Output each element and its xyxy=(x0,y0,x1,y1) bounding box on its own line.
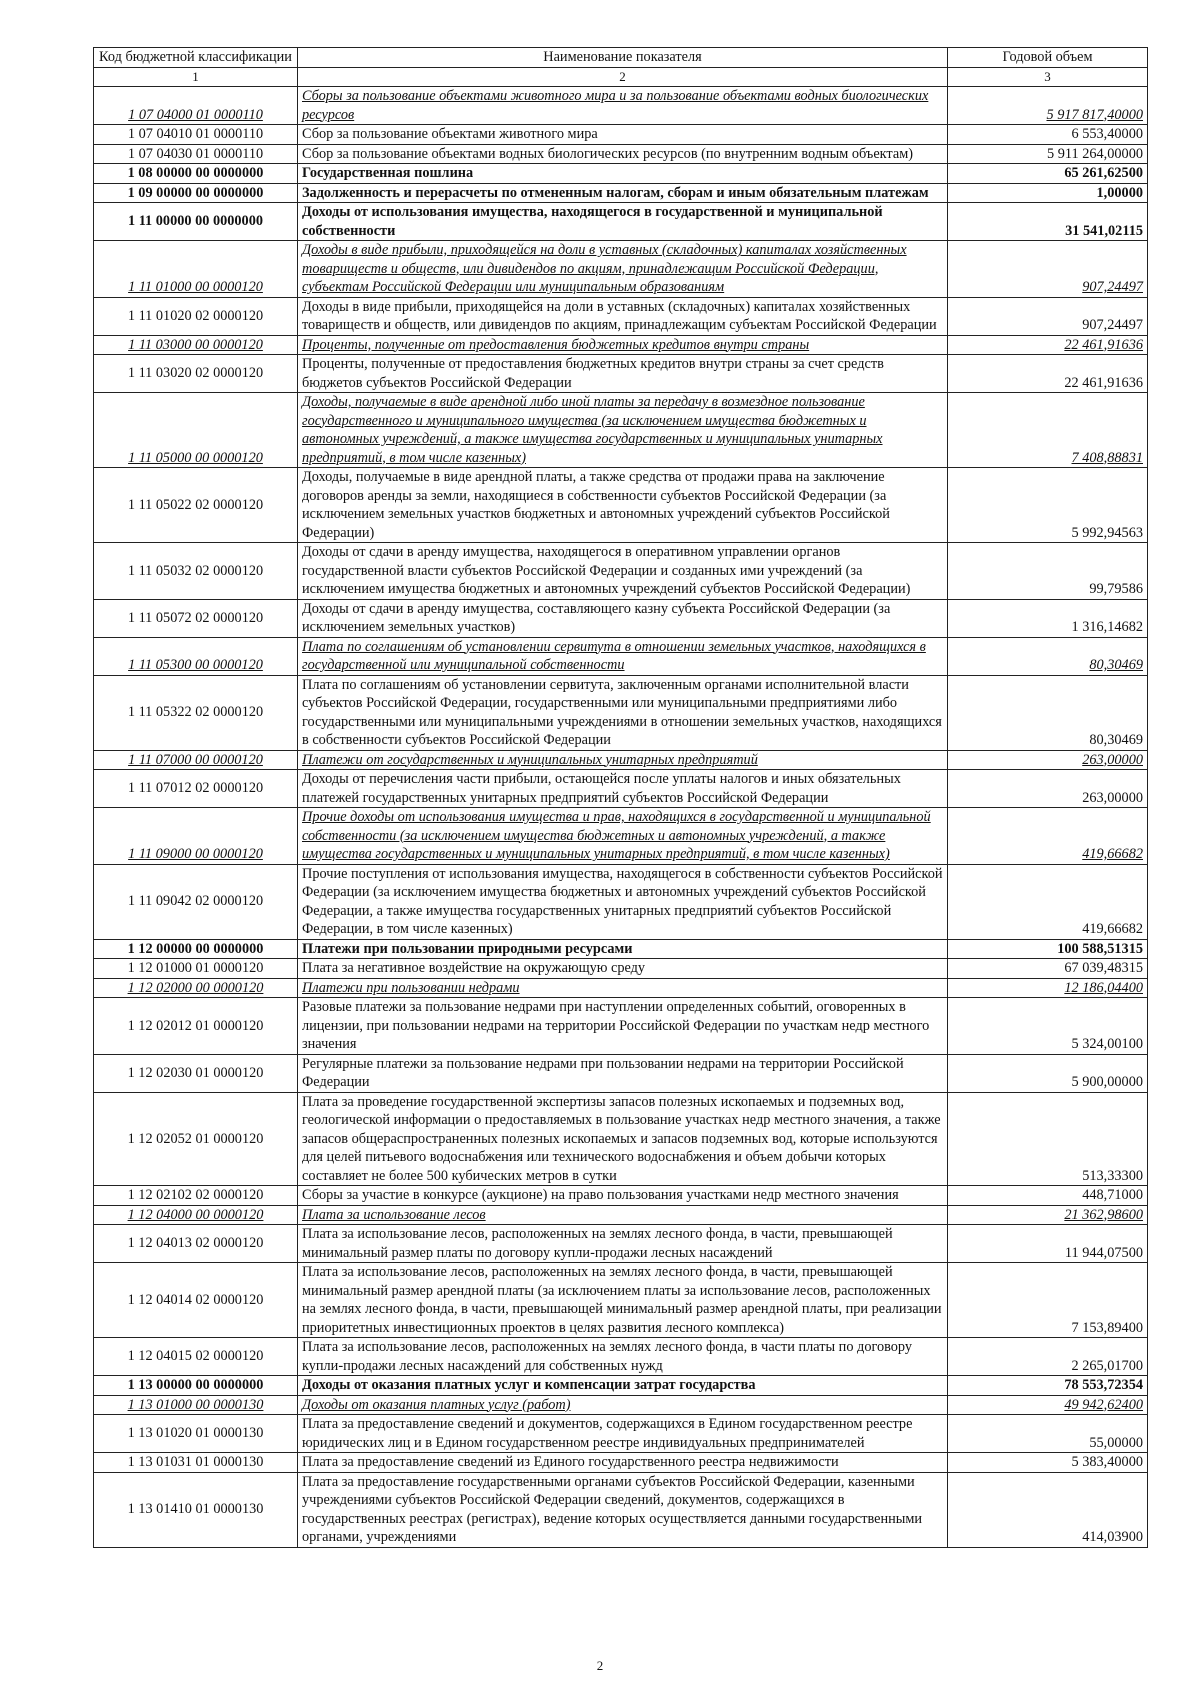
row-name: Регулярные платежи за пользование недрами при пользовании недрами на территории Российской Федерации xyxy=(298,1054,948,1092)
table-row xyxy=(94,770,1148,808)
table-row xyxy=(94,1205,1148,1225)
row-code: 1 07 04000 01 0000110 xyxy=(94,87,298,125)
page-number: 2 xyxy=(596,1658,604,1673)
row-amount: 263,00000 xyxy=(948,770,1148,808)
table-row xyxy=(94,1453,1148,1473)
row-code: 1 11 03000 00 0000120 xyxy=(94,335,298,355)
table-row xyxy=(94,637,1148,675)
row-code: 1 11 05022 02 0000120 xyxy=(94,468,298,543)
row-code: 1 08 00000 00 0000000 xyxy=(94,164,298,184)
row-amount: 5 911 264,00000 xyxy=(948,144,1148,164)
row-name: Доходы в виде прибыли, приходящейся на доли в уставных (складочных) капиталах хозяйственных товариществ и обществ, или дивидендов по акциям, принадлежащим субъектам Российской Федерации xyxy=(298,297,948,335)
row-name: Прочие доходы от использования имущества и прав, находящихся в государственной и муниципальной собственности (за исключением имущества бюджетных и автономных учреждений, а также имущества государственных и муниципальных унитарных предприятий, в том числе казенных) xyxy=(298,808,948,865)
header-amount: Годовой объем xyxy=(948,48,1148,68)
table-row xyxy=(94,1415,1148,1453)
row-name: Сбор за пользование объектами животного мира xyxy=(298,125,948,145)
row-code: 1 12 02000 00 0000120 xyxy=(94,978,298,998)
header-name: Наименование показателя xyxy=(298,48,948,68)
row-code: 1 12 04014 02 0000120 xyxy=(94,1263,298,1338)
row-amount: 31 541,02115 xyxy=(948,203,1148,241)
row-amount: 55,00000 xyxy=(948,1415,1148,1453)
row-amount: 5 383,40000 xyxy=(948,1453,1148,1473)
row-name: Платежи при пользовании природными ресурсами xyxy=(298,939,948,959)
row-code: 1 12 01000 01 0000120 xyxy=(94,959,298,979)
table-row xyxy=(94,125,1148,145)
row-name: Платежи от государственных и муниципальных унитарных предприятий xyxy=(298,750,948,770)
row-amount: 419,66682 xyxy=(948,808,1148,865)
row-code: 1 13 01020 01 0000130 xyxy=(94,1415,298,1453)
table-row xyxy=(94,297,1148,335)
row-code: 1 11 05000 00 0000120 xyxy=(94,393,298,468)
row-amount: 78 553,72354 xyxy=(948,1376,1148,1396)
row-code: 1 11 09000 00 0000120 xyxy=(94,808,298,865)
table-row xyxy=(94,808,1148,865)
column-number-row xyxy=(94,67,1148,87)
row-amount: 80,30469 xyxy=(948,637,1148,675)
row-amount: 5 992,94563 xyxy=(948,468,1148,543)
row-name: Плата за использование лесов, расположенных на землях лесного фонда, в части, превышающей минимальный размер платы по договору купли-продажи лесных насаждений xyxy=(298,1225,948,1263)
row-amount: 49 942,62400 xyxy=(948,1395,1148,1415)
row-amount: 414,03900 xyxy=(948,1472,1148,1547)
row-name: Доходы от сдачи в аренду имущества, составляющего казну субъекта Российской Федерации (за исключением земельных участков) xyxy=(298,599,948,637)
table-row xyxy=(94,543,1148,600)
row-code: 1 07 04030 01 0000110 xyxy=(94,144,298,164)
table-row xyxy=(94,1263,1148,1338)
row-code: 1 12 02102 02 0000120 xyxy=(94,1186,298,1206)
table-row xyxy=(94,978,1148,998)
row-name: Доходы от оказания платных услуг и компенсации затрат государства xyxy=(298,1376,948,1396)
row-code: 1 11 09042 02 0000120 xyxy=(94,864,298,939)
table-row xyxy=(94,1092,1148,1186)
row-code: 1 12 04013 02 0000120 xyxy=(94,1225,298,1263)
table-row xyxy=(94,939,1148,959)
table-row xyxy=(94,864,1148,939)
row-code: 1 12 04000 00 0000120 xyxy=(94,1205,298,1225)
row-name: Плата по соглашениям об установлении сервитута, заключенным органами исполнительной власти субъектов Российской Федерации, государственными или муниципальными предприятиями либо государственными или муниципальными учреждениями в отношении земельных участков, находящихся в собственности субъектов Российской Федерации xyxy=(298,675,948,750)
table-row xyxy=(94,468,1148,543)
row-name: Плата по соглашениям об установлении сервитута в отношении земельных участков, находящихся в государственной или муниципальной собственности xyxy=(298,637,948,675)
row-amount: 5 917 817,40000 xyxy=(948,87,1148,125)
row-amount: 7 153,89400 xyxy=(948,1263,1148,1338)
column-number-amount: 3 xyxy=(948,67,1148,87)
table-row xyxy=(94,1376,1148,1396)
row-amount: 907,24497 xyxy=(948,241,1148,298)
row-amount: 67 039,48315 xyxy=(948,959,1148,979)
row-name: Плата за проведение государственной экспертизы запасов полезных ископаемых и подземных вод, геологической информации о предоставляемых в пользование участках недр местного значения, а также запасов общераспространенных полезных ископаемых и запасов подземных вод, которые используются для целей питьевого водоснабжения или технического водоснабжения и объем добычи которых составляет не более 500 кубических метров в сутки xyxy=(298,1092,948,1186)
row-code: 1 11 01000 00 0000120 xyxy=(94,241,298,298)
row-code: 1 13 01000 00 0000130 xyxy=(94,1395,298,1415)
row-code: 1 13 00000 00 0000000 xyxy=(94,1376,298,1396)
row-amount: 7 408,88831 xyxy=(948,393,1148,468)
row-amount: 5 324,00100 xyxy=(948,998,1148,1055)
row-code: 1 11 05300 00 0000120 xyxy=(94,637,298,675)
row-name: Плата за негативное воздействие на окружающую среду xyxy=(298,959,948,979)
row-name: Доходы, получаемые в виде арендной либо иной платы за передачу в возмездное пользование государственного и муниципального имущества (за исключением имущества бюджетных и автономных учреждений, а также имущества государственных и муниципальных унитарных предприятий, в том числе казенных) xyxy=(298,393,948,468)
row-amount: 80,30469 xyxy=(948,675,1148,750)
row-code: 1 07 04010 01 0000110 xyxy=(94,125,298,145)
row-code: 1 11 07012 02 0000120 xyxy=(94,770,298,808)
row-name: Доходы в виде прибыли, приходящейся на доли в уставных (складочных) капиталах хозяйственных товариществ и обществ, или дивидендов по акциям, принадлежащим Российской Федерации, субъектам Российской Федерации или муниципальным образованиям xyxy=(298,241,948,298)
table-row xyxy=(94,1186,1148,1206)
column-number-code: 1 xyxy=(94,67,298,87)
row-code: 1 11 05032 02 0000120 xyxy=(94,543,298,600)
row-name: Прочие поступления от использования имущества, находящегося в собственности субъектов Российской Федерации (за исключением имущества бюджетных и автономных учреждений субъектов Российской Федерации, а также имущества государственных унитарных предприятий субъектов Российской Федерации, в том числе казенных) xyxy=(298,864,948,939)
row-amount: 419,66682 xyxy=(948,864,1148,939)
row-amount: 5 900,00000 xyxy=(948,1054,1148,1092)
row-code: 1 12 02012 01 0000120 xyxy=(94,998,298,1055)
row-code: 1 11 00000 00 0000000 xyxy=(94,203,298,241)
row-amount: 22 461,91636 xyxy=(948,355,1148,393)
row-name: Доходы, получаемые в виде арендной платы, а также средства от продажи права на заключение договоров аренды за земли, находящиеся в собственности субъектов Российской Федерации (за исключением земельных участков бюджетных и автономных учреждений субъектов Российской Федерации) xyxy=(298,468,948,543)
table-row xyxy=(94,1395,1148,1415)
table-row xyxy=(94,1338,1148,1376)
row-amount: 21 362,98600 xyxy=(948,1205,1148,1225)
row-name: Плата за использование лесов xyxy=(298,1205,948,1225)
row-amount: 513,33300 xyxy=(948,1092,1148,1186)
row-amount: 6 553,40000 xyxy=(948,125,1148,145)
row-name: Плата за предоставление государственными органами субъектов Российской Федерации, казенными учреждениями субъектов Российской Федерации сведений, документов, содержащихся в государственных реестрах (регистрах), ведение которых осуществляется данными государственными органами, учреждениями xyxy=(298,1472,948,1547)
table-header xyxy=(94,48,1148,87)
row-amount: 2 265,01700 xyxy=(948,1338,1148,1376)
row-code: 1 12 02030 01 0000120 xyxy=(94,1054,298,1092)
row-name: Плата за использование лесов, расположенных на землях лесного фонда, в части платы по договору купли-продажи лесных насаждений для собственных нужд xyxy=(298,1338,948,1376)
row-code: 1 11 07000 00 0000120 xyxy=(94,750,298,770)
table-row xyxy=(94,675,1148,750)
table-row xyxy=(94,87,1148,125)
row-name: Доходы от перечисления части прибыли, остающейся после уплаты налогов и иных обязательных платежей государственных унитарных предприятий субъектов Российской Федерации xyxy=(298,770,948,808)
header-code: Код бюджетной классификации xyxy=(94,48,298,68)
table-row xyxy=(94,335,1148,355)
row-amount: 1,00000 xyxy=(948,183,1148,203)
row-amount: 11 944,07500 xyxy=(948,1225,1148,1263)
row-name: Сборы за пользование объектами животного мира и за пользование объектами водных биологических ресурсов xyxy=(298,87,948,125)
table-row xyxy=(94,355,1148,393)
table-row xyxy=(94,393,1148,468)
row-code: 1 13 01410 01 0000130 xyxy=(94,1472,298,1547)
row-name: Плата за предоставление сведений и документов, содержащихся в Едином государственном реестре юридических лиц и в Едином государственном реестре индивидуальных предпринимателей xyxy=(298,1415,948,1453)
table-row xyxy=(94,1225,1148,1263)
table-row xyxy=(94,1472,1148,1547)
row-amount: 12 186,04400 xyxy=(948,978,1148,998)
row-name: Плата за предоставление сведений из Единого государственного реестра недвижимости xyxy=(298,1453,948,1473)
row-code: 1 11 01020 02 0000120 xyxy=(94,297,298,335)
row-code: 1 12 02052 01 0000120 xyxy=(94,1092,298,1186)
column-number-name: 2 xyxy=(298,67,948,87)
row-name: Платежи при пользовании недрами xyxy=(298,978,948,998)
row-code: 1 12 00000 00 0000000 xyxy=(94,939,298,959)
row-amount: 448,71000 xyxy=(948,1186,1148,1206)
row-name: Доходы от оказания платных услуг (работ) xyxy=(298,1395,948,1415)
row-name: Плата за использование лесов, расположенных на землях лесного фонда, в части, превышающей минимальный размер арендной платы (за исключением платы за использование лесов, расположенных на землях лесного фонда, в части, превышающей минимальный размер арендной платы, при реализации приоритетных инвестиционных проектов в целях развития лесного комплекса) xyxy=(298,1263,948,1338)
row-code: 1 11 05072 02 0000120 xyxy=(94,599,298,637)
row-name: Государственная пошлина xyxy=(298,164,948,184)
row-code: 1 11 05322 02 0000120 xyxy=(94,675,298,750)
row-code: 1 13 01031 01 0000130 xyxy=(94,1453,298,1473)
row-name: Доходы от использования имущества, находящегося в государственной и муниципальной собственности xyxy=(298,203,948,241)
row-name: Сборы за участие в конкурсе (аукционе) на право пользования участками недр местного значения xyxy=(298,1186,948,1206)
budget-table xyxy=(93,47,1148,1548)
row-name: Проценты, полученные от предоставления бюджетных кредитов внутри страны xyxy=(298,335,948,355)
row-amount: 22 461,91636 xyxy=(948,335,1148,355)
row-name: Сбор за пользование объектами водных биологических ресурсов (по внутренним водным объектам) xyxy=(298,144,948,164)
row-code: 1 09 00000 00 0000000 xyxy=(94,183,298,203)
row-amount: 263,00000 xyxy=(948,750,1148,770)
row-amount: 907,24497 xyxy=(948,297,1148,335)
table-row xyxy=(94,241,1148,298)
table-row xyxy=(94,750,1148,770)
table-row xyxy=(94,599,1148,637)
row-amount: 100 588,51315 xyxy=(948,939,1148,959)
table-row xyxy=(94,183,1148,203)
row-name: Разовые платежи за пользование недрами при наступлении определенных событий, оговоренных в лицензии, при пользовании недрами на территории Российской Федерации по участкам недр местного значения xyxy=(298,998,948,1055)
table-row xyxy=(94,1054,1148,1092)
table-body xyxy=(94,87,1148,1548)
row-name: Доходы от сдачи в аренду имущества, находящегося в оперативном управлении органов государственной власти субъектов Российской Федерации и созданных ими учреждений (за исключением имущества бюджетных и автономных учреждений субъектов Российской Федерации) xyxy=(298,543,948,600)
row-amount: 65 261,62500 xyxy=(948,164,1148,184)
row-name: Задолженность и перерасчеты по отмененным налогам, сборам и иным обязательным платежам xyxy=(298,183,948,203)
row-amount: 1 316,14682 xyxy=(948,599,1148,637)
table-row xyxy=(94,164,1148,184)
row-code: 1 11 03020 02 0000120 xyxy=(94,355,298,393)
row-code: 1 12 04015 02 0000120 xyxy=(94,1338,298,1376)
table-row xyxy=(94,144,1148,164)
table-row xyxy=(94,203,1148,241)
table-row xyxy=(94,998,1148,1055)
table-row xyxy=(94,959,1148,979)
row-name: Проценты, полученные от предоставления бюджетных кредитов внутри страны за счет средств бюджетов субъектов Российской Федерации xyxy=(298,355,948,393)
header-row xyxy=(94,48,1148,68)
row-amount: 99,79586 xyxy=(948,543,1148,600)
